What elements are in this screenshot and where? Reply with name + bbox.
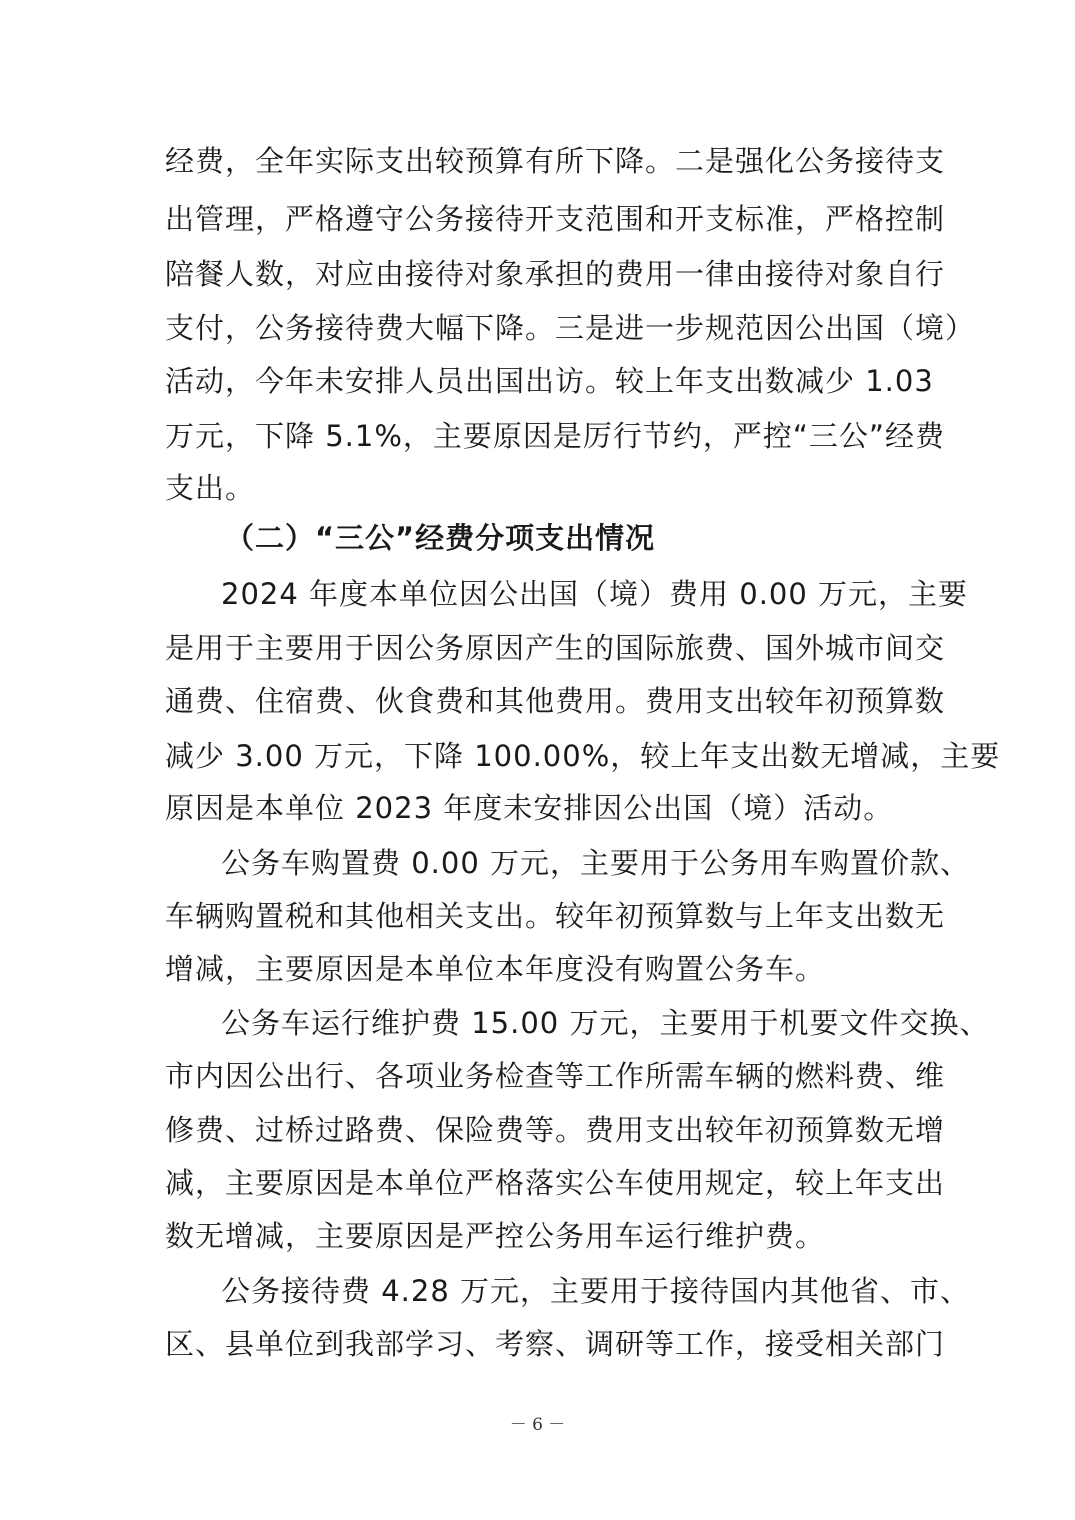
text-line: 支出。 — [165, 471, 256, 505]
text-line: 车辆购置税和其他相关支出。较年初预算数与上年支出数无 — [165, 899, 946, 933]
text-line: 原因是本单位 2023 年度未安排因公出国（境）活动。 — [165, 791, 894, 825]
text-line: 万元，下降 5.1%，主要原因是厉行节约，严控“三公”经费 — [165, 419, 945, 453]
page-number: － 6 － — [509, 1415, 566, 1435]
text-line: 陪餐人数，对应由接待对象承担的费用一律由接待对象自行 — [165, 257, 946, 291]
text-line: 修费、过桥过路费、保险费等。费用支出较年初预算数无增 — [165, 1113, 946, 1147]
text-line: 支付，公务接待费大幅下降。三是进一步规范因公出国（境） — [165, 311, 976, 345]
text-line: 2024 年度本单位因公出国（境）费用 0.00 万元，主要 — [221, 577, 969, 611]
text-line: 增减，主要原因是本单位本年度没有购置公务车。 — [165, 952, 826, 986]
text-line: 减少 3.00 万元，下降 100.00%，较上年支出数无增减，主要 — [165, 739, 1001, 773]
text-line: 公务接待费 4.28 万元，主要用于接待国内其他省、市、 — [221, 1274, 971, 1308]
text-line: 出管理，严格遵守公务接待开支范围和开支标准，严格控制 — [165, 202, 946, 236]
text-line: 区、县单位到我部学习、考察、调研等工作，接受相关部门 — [165, 1327, 946, 1361]
text-line: 公务车购置费 0.00 万元，主要用于公务用车购置价款、 — [221, 846, 971, 880]
section-heading: （二）“三公”经费分项支出情况 — [225, 521, 656, 555]
text-line: 市内因公出行、各项业务检查等工作所需车辆的燃料费、维 — [165, 1059, 946, 1093]
text-line: 活动，今年未安排人员出国出访。较上年支出数减少 1.03 — [165, 364, 934, 398]
text-line: 通费、住宿费、伙食费和其他费用。费用支出较年初预算数 — [165, 684, 946, 718]
text-line: 减，主要原因是本单位严格落实公车使用规定，较上年支出 — [165, 1166, 946, 1200]
text-line: 数无增减，主要原因是严控公务用车运行维护费。 — [165, 1219, 826, 1253]
text-line: 是用于主要用于因公务原因产生的国际旅费、国外城市间交 — [165, 631, 946, 665]
text-line: 公务车运行维护费 15.00 万元，主要用于机要文件交换、 — [221, 1006, 990, 1040]
text-line: 经费，全年实际支出较预算有所下降。二是强化公务接待支 — [165, 144, 946, 178]
